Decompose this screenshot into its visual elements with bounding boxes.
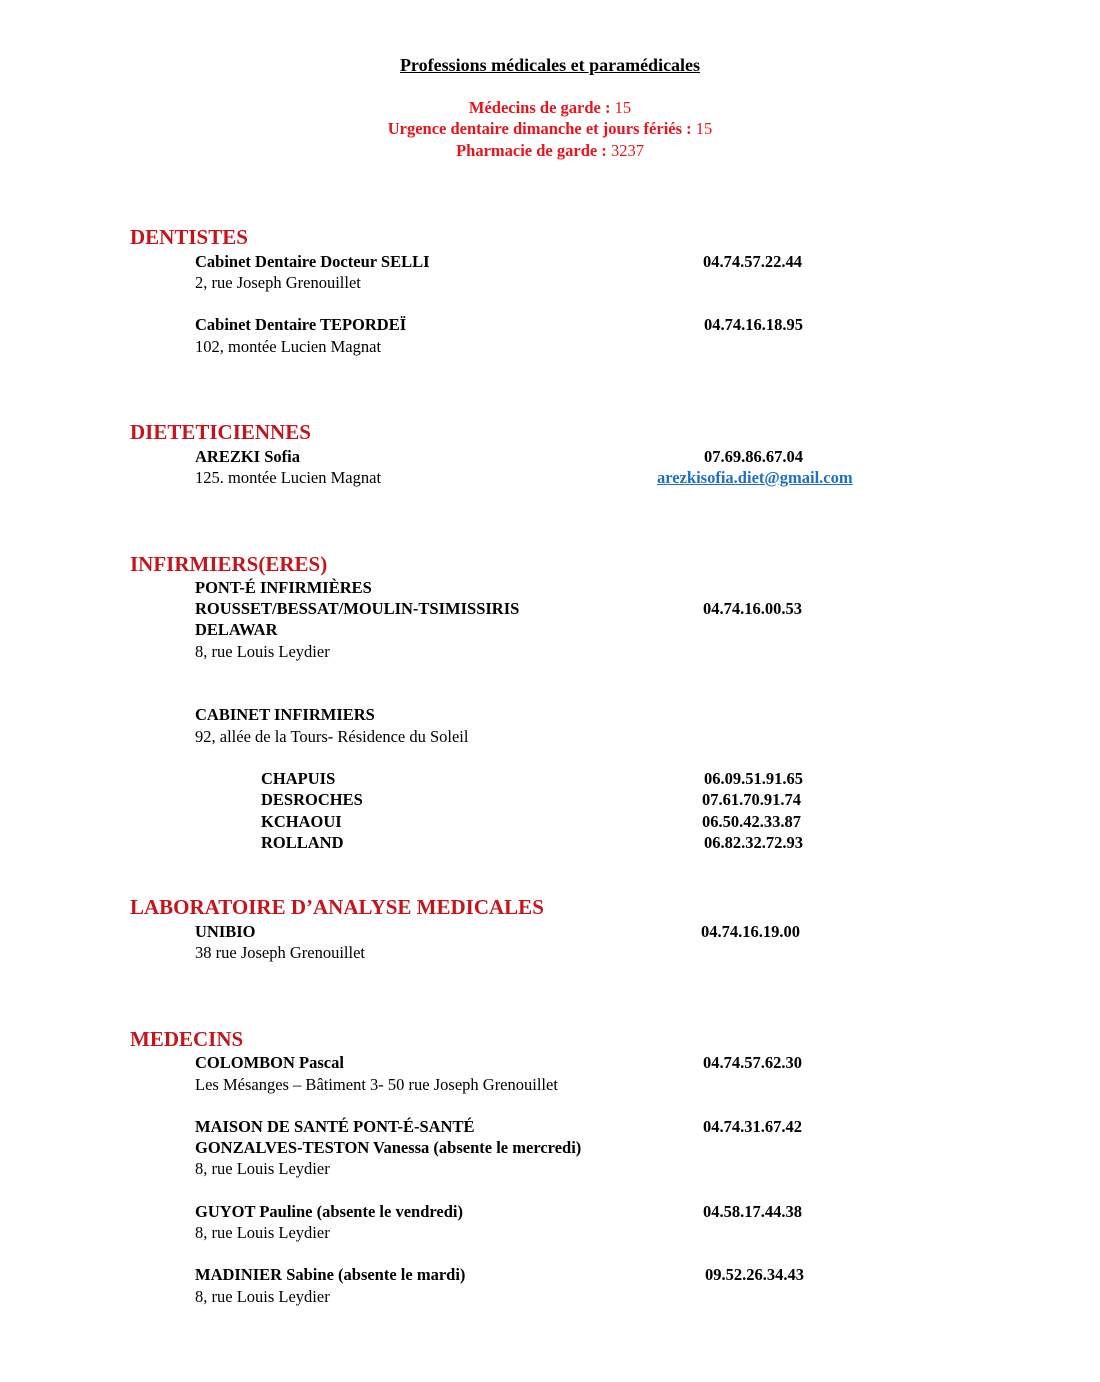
health-center-phone: 04.74.31.67.42	[703, 1117, 802, 1136]
page-title: Professions médicales et paramédicales	[399, 55, 701, 75]
nurse-practice-address: 8, rue Louis Leydier	[195, 642, 330, 661]
emergency-pharmacy	[0, 141, 1100, 161]
emergency-doctors-value: 15	[610, 98, 632, 117]
doctor-name: COLOMBON Pascal	[195, 1053, 344, 1072]
dietitian-address: 125. montée Lucien Magnat	[195, 468, 382, 487]
section-heading-dieteticiennes: DIETETICIENNES	[130, 420, 311, 444]
section-heading-infirmiers: INFIRMIERS(ERES)	[130, 552, 328, 576]
lab-name: UNIBIO	[195, 922, 256, 941]
nurse-cabinet-name: CABINET INFIRMIERS	[195, 705, 375, 724]
lab-address: 38 rue Joseph Grenouillet	[195, 943, 366, 962]
emergency-dental-value: 15	[691, 119, 713, 138]
doctor-phone: 04.74.57.62.30	[703, 1053, 802, 1072]
dentist-name: Cabinet Dentaire Docteur SELLI	[195, 252, 430, 271]
doctor-address: Les Mésanges – Bâtiment 3- 50 rue Joseph Grenouillet	[195, 1075, 558, 1094]
nurse-practice-member-extra: DELAWAR	[195, 620, 278, 639]
nurse-name: CHAPUIS	[261, 769, 336, 788]
health-center-name: MAISON DE SANTÉ PONT-É-SANTÉ	[195, 1117, 475, 1136]
nurse-name: KCHAOUI	[261, 812, 342, 831]
nurse-phone: 06.09.51.91.65	[704, 769, 803, 788]
nurse-practice-phone: 04.74.16.00.53	[703, 599, 802, 618]
emergency-pharmacy-value: 3237	[606, 141, 644, 160]
emergency-dental	[0, 119, 1100, 139]
dietitian-email-link[interactable]: arezkisofia.diet@gmail.com	[657, 468, 853, 487]
dentist-address: 102, montée Lucien Magnat	[195, 337, 382, 356]
doctor-address: 8, rue Louis Leydier	[195, 1287, 330, 1306]
dentist-address: 2, rue Joseph Grenouillet	[195, 273, 361, 292]
dietitian-name: AREZKI Sofia	[195, 447, 300, 466]
section-heading-medecins: MEDECINS	[130, 1027, 244, 1051]
emergency-pharmacy-label: Pharmacie de garde :	[456, 141, 607, 160]
nurse-cabinet-address: 92, allée de la Tours- Résidence du Soleil	[195, 727, 469, 746]
dentist-phone: 04.74.16.18.95	[704, 315, 803, 334]
emergency-dental-label: Urgence dentaire dimanche et jours fériés :	[387, 119, 692, 138]
nurse-name: DESROCHES	[261, 790, 363, 809]
nurse-phone: 06.50.42.33.87	[702, 812, 801, 831]
emergency-doctors-label: Médecins de garde :	[468, 98, 611, 117]
section-heading-laboratoire: LABORATOIRE D’ANALYSE MEDICALES	[130, 895, 544, 919]
doctor-name: GUYOT Pauline (absente le vendredi)	[195, 1202, 463, 1221]
lab-phone: 04.74.16.19.00	[701, 922, 800, 941]
doctor-name: MADINIER Sabine (absente le mardi)	[195, 1265, 466, 1284]
nurse-practice-name: PONT-É INFIRMIÈRES	[195, 578, 372, 597]
dentist-name: Cabinet Dentaire TEPORDEÏ	[195, 315, 407, 334]
doctor-phone: 04.58.17.44.38	[703, 1202, 802, 1221]
dentist-phone: 04.74.57.22.44	[703, 252, 802, 271]
nurse-name: ROLLAND	[261, 833, 344, 852]
doctor-phone: 09.52.26.34.43	[705, 1265, 804, 1284]
emergency-doctors	[0, 98, 1100, 118]
nurse-phone: 07.61.70.91.74	[702, 790, 801, 809]
doctor-name: GONZALVES-TESTON Vanessa (absente le mercredi)	[195, 1138, 582, 1157]
section-heading-dentistes: DENTISTES	[130, 225, 248, 249]
nurse-phone: 06.82.32.72.93	[704, 833, 803, 852]
dietitian-phone: 07.69.86.67.04	[704, 447, 803, 466]
health-center-address: 8, rue Louis Leydier	[195, 1159, 330, 1178]
doctor-address: 8, rue Louis Leydier	[195, 1223, 330, 1242]
nurse-practice-members: ROUSSET/BESSAT/MOULIN-TSIMISSIRIS	[195, 599, 520, 618]
